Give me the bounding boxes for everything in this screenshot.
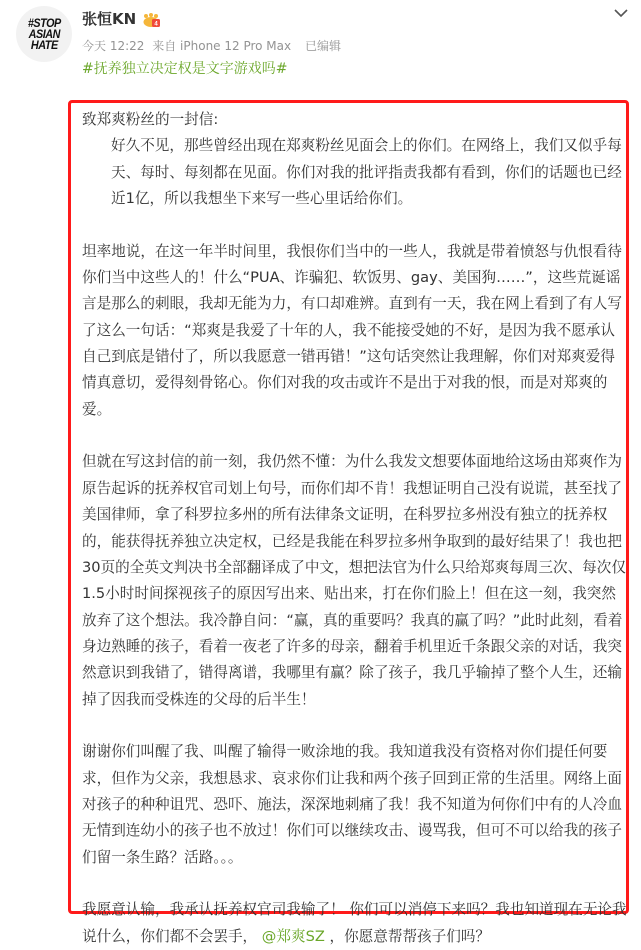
- letter-paragraph-2: 坦率地说，在这一年半时间里，我恨你们当中的一些人，我就是带着愤怒与仇恨看待你们当中这些人的！什么“PUA、诈骗犯、软饭男、gay、美国狗……”，这些荒诞谣言是那么的刺眼，我却无能为力，有口却难辨。直到有一天，我在网上看到了有人写了这么一句话：“郑爽是我爱了十年的人，我不能接受她的不好，是因为我不愿承认自己到底是错付了，所以我愿意一错再错！”这句话突然让我理解，你们对郑爽爱得情真意切，爱得刻骨铭心。你们对我的攻击或许不是出于对我的恨，而是对郑爽的爱。: [82, 242, 622, 418]
- avatar-line-2: ASIAN: [28, 26, 60, 41]
- author-name[interactable]: 张恒KN: [82, 10, 137, 28]
- avatar-line-1: #STOP: [27, 15, 61, 30]
- letter-paragraph-5: [82, 897, 627, 950]
- svg-text:4: 4: [154, 21, 158, 27]
- avatar[interactable]: [16, 6, 72, 62]
- post-source: 来自 iPhone 12 Pro Max: [152, 39, 292, 53]
- letter-paragraph-4: 谢谢你们叫醒了我、叫醒了输得一败涂地的我。我知道我没有资格对你们提任何要求，但作为父亲，我想恳求、哀求你们让我和两个孩子回到正常的生活里。网络上面对孩子的种种诅咒、恐吓、施法，深深地刺痛了我！我不知道为何你们中有的人冷血无情到连幼小的孩子也不放过！你们可以继续攻击、谩骂我，但可不可以给我的孩子们留一条生路？活路。。。: [82, 743, 622, 866]
- paragraph-spacer: [82, 423, 627, 449]
- mention-link[interactable]: @郑爽SZ: [261, 927, 325, 945]
- post-body: [82, 107, 627, 950]
- edited-label[interactable]: 已编辑: [304, 39, 341, 53]
- post-meta: [82, 37, 345, 54]
- letter-paragraph-3: 但就在写这封信的前一刻，我仍然不懂：为什么我发文想要体面地给这场由郑爽作为原告起诉的抚养权官司划上句号，而你们却不肯！我想证明自己没有说谎，甚至找了美国律师，拿了科罗拉多州的所有法律条文证明，在科罗拉多州没有独立的抚养权的，能获得抚养独立决定权，已经是我能在科罗拉多州争取到的最好结果了！我也把30页的全英文判决书全部翻译成了中文，想把法官为什么只给郑爽每周三次、每次仅1.5小时时间探视孩子的原因写出来、贴出来，打在你们脸上！但在这一刻，我突然放弃了这个想法。我冷静自问：“赢，真的重要吗？我真的赢了吗？”此时此刻，看着身边熟睡的孩子，看着一夜老了许多的母亲，翻着手机里近千条跟父亲的对话，我突然意识到我错了，错得离谱，我哪里有赢？除了孩子，我几乎输掉了整个人生，还输掉了因我而受株连的父母的后半生！: [82, 453, 626, 708]
- letter-title: 致郑爽粉丝的一封信:: [82, 111, 219, 128]
- paragraph-5-text: 我愿意认输，我承认抚养权官司我输了！ 你们可以消停下来吗？我也知道现在无论我说什么，你们都不会罢手，: [82, 901, 627, 945]
- topic-hashtag-link[interactable]: #抚养独立决定权是文字游戏吗#: [82, 61, 288, 77]
- vip-crown-badge-icon[interactable]: [143, 12, 160, 26]
- chevron-down-icon[interactable]: [612, 4, 630, 16]
- post-time[interactable]: 今天 12:22: [82, 39, 145, 53]
- avatar-logo-text: [27, 15, 61, 52]
- paragraph-5-ending: ，你愿意帮帮孩子们吗？: [329, 927, 491, 945]
- paragraph-spacer: [82, 713, 627, 739]
- letter-paragraph-1: 好久不见，那些曾经出现在郑爽粉丝见面会上的你们。在网络上，我们又似乎每天、每时、每刻都在见面。你们对我的批评指责我都有看到，你们的话题也已经近1亿，所以我想坐下来写一些心里话给你们。: [111, 137, 622, 208]
- avatar-line-3: HATE: [30, 37, 58, 52]
- paragraph-spacer: [82, 871, 627, 897]
- paragraph-spacer: [82, 212, 627, 238]
- author-row: [82, 8, 160, 29]
